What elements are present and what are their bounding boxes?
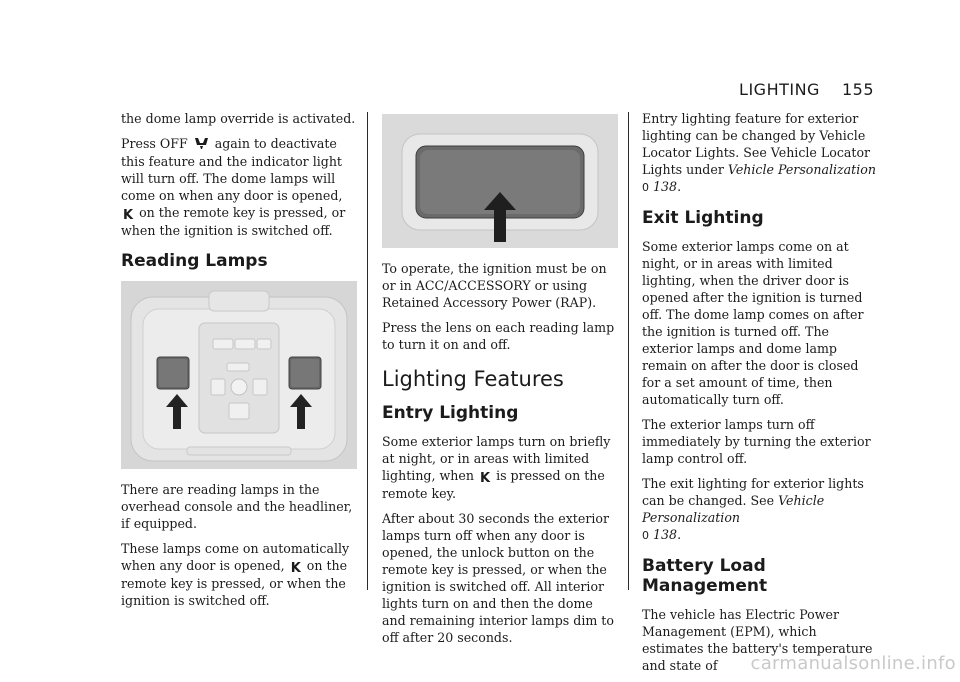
- paragraph: There are reading lamps in the overhead console and the headliner, if equipped.: [121, 482, 353, 531]
- column-3: [642, 110, 878, 682]
- reading-lamp-lens-image: [382, 114, 618, 248]
- unlock-icon: K: [123, 208, 134, 223]
- section-heading-battery-load-management: Battery Load Management: [642, 556, 768, 596]
- paragraph: Some exterior lamps come on at night, or in areas with limited lighting, when the driver door is opened after the ignition is turned off. The dome lamp comes on after the ignition is turned off. The exterior lamps and dome lamp remain on after the door is closed for a set amount of time, then automatically turn off.: [642, 239, 864, 407]
- page-number: 155: [841, 80, 874, 99]
- cross-reference-title: Vehicle Personalization: [727, 162, 876, 177]
- paragraph: Some exterior lamps turn on briefly at night, or in areas with limited lighting, when K is pressed on the remote key.: [382, 434, 611, 501]
- unlock-icon: K: [479, 471, 491, 486]
- paragraph: These lamps come on automatically when any door is opened, K on the remote key is pressed, or when the ignition is switched off.: [121, 541, 350, 608]
- page-header: [739, 80, 874, 99]
- paragraph: The exterior lamps turn off immediately by turning the exterior lamp control off.: [642, 417, 871, 466]
- section-heading-exit-lighting: Exit Lighting: [642, 208, 764, 228]
- cross-reference-page[interactable]: 138: [653, 527, 678, 542]
- paragraph: Entry lighting feature for exterior lighting can be changed by Vehicle Locator Lights. See Vehicle Locator Lights under Vehicle Personalization 0 138.: [642, 111, 876, 194]
- section-heading-entry-lighting: Entry Lighting: [382, 403, 519, 423]
- cross-reference-title: Vehicle Personalization: [642, 493, 825, 525]
- paragraph: Press the lens on each reading lamp to turn it on and off.: [382, 320, 615, 352]
- section-heading-reading-lamps: Reading Lamps: [121, 251, 268, 271]
- column-divider: [628, 112, 629, 590]
- paragraph: To operate, the ignition must be on or in ACC/ACCESSORY or using Retained Accessory Power (RAP).: [382, 261, 607, 310]
- paragraph: The vehicle has Electric Power Management (EPM), which estimates the battery's temperature and state of: [642, 607, 873, 673]
- page-ref-arrow-icon: 0: [642, 181, 649, 194]
- chapter-heading-lighting-features: Lighting Features: [382, 367, 564, 391]
- reading-lamps-image: [121, 281, 357, 469]
- paragraph: the dome lamp override is activated.: [121, 111, 356, 126]
- column-divider: [367, 112, 368, 590]
- dome-lamp-off-icon: [194, 137, 209, 153]
- column-1: [121, 110, 357, 617]
- cross-reference-page[interactable]: 138: [653, 179, 678, 194]
- paragraph: The exit lighting for exterior lights can be changed. See Vehicle Personalization 0 138.: [642, 476, 864, 542]
- page-ref-arrow-icon: 0: [642, 529, 649, 542]
- section-title: LIGHTING: [739, 80, 820, 99]
- paragraph: Press OFF again to deactivate this feature and the indicator light will turn off. The dome lamps will come on when any door is opened, K on the remote key is pressed, or when the ignition is switched off.: [121, 136, 346, 238]
- unlock-icon: K: [290, 561, 301, 576]
- paragraph: After about 30 seconds the exterior lamps turn off when any door is opened, the unlock button on the remote key is pressed, or when the ignition is switched off. All interior lights turn on and then the dome and remaining interior lamps dim to off after 20 seconds.: [382, 511, 614, 645]
- column-2: [382, 110, 618, 654]
- watermark: carmanualsonline.info: [750, 653, 956, 674]
